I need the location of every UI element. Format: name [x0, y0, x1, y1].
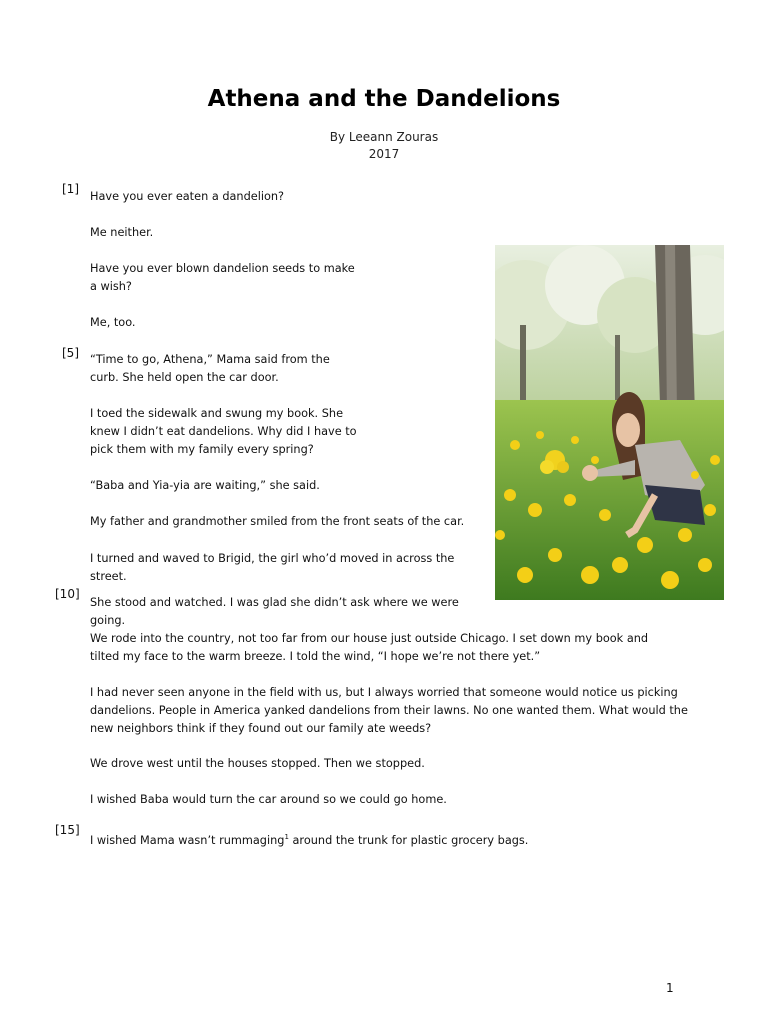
footnote-marker[interactable]: 1 — [284, 833, 289, 841]
paragraph — [90, 828, 690, 850]
paragraph-text: I wished Mama wasn’t rummaging — [90, 833, 285, 847]
paragraph: She stood and watched. I was glad she didn’t ask where we were going. — [90, 596, 459, 627]
paragraph: “Time to go, Athena,” Mama said from the curb. She held open the car door. — [90, 353, 330, 384]
paragraph-number-15: [15] — [55, 823, 80, 837]
paragraph: Have you ever blown dandelion seeds to make a wish? — [90, 262, 355, 293]
paragraph: I turned and waved to Brigid, the girl who’d moved in across the street. — [90, 552, 455, 583]
paragraph: We drove west until the houses stopped. Then we stopped. — [90, 757, 425, 770]
photo-illustration — [495, 245, 724, 600]
byline — [0, 129, 768, 163]
paragraph: We rode into the country, not too far from our house just outside Chicago. I set down my book and tilted my face to the warm breeze. I told the wind, “I hope we’re not there yet.” — [90, 632, 649, 663]
publication-year: 2017 — [368, 147, 400, 161]
paragraph: Me neither. — [90, 226, 154, 239]
paragraph: I had never seen anyone in the field with us, but I always worried that someone would notice us picking dandelions. People in America yanked dandelions from their lawns. No one wanted them. What would the new neighbors think if they found out our family ate weeds? — [90, 686, 688, 735]
paragraph: My father and grandmother smiled from the front seats of the car. — [90, 515, 465, 528]
paragraph-number-5: [5] — [62, 346, 79, 360]
paragraph: I wished Baba would turn the car around so we could go home. — [90, 793, 447, 806]
author-name: By Leeann Zouras — [329, 130, 439, 144]
paragraph: “Baba and Yia-yia are waiting,” she said. — [90, 479, 320, 492]
paragraph-text: around the trunk for plastic grocery bags. — [288, 833, 529, 847]
paragraph: Have you ever eaten a dandelion? — [90, 190, 285, 203]
paragraph: Me, too. — [90, 316, 136, 329]
paragraph: I toed the sidewalk and swung my book. She knew I didn’t eat dandelions. Why did I have to pick them with my family every spring? — [90, 407, 357, 456]
girl-picking-dandelions-photo — [495, 245, 724, 600]
paragraph-number-10: [10] — [55, 587, 80, 601]
page-number: 1 — [666, 981, 674, 995]
story-title: Athena and the Dandelions — [207, 86, 561, 112]
paragraph-number-1: [1] — [62, 182, 79, 196]
